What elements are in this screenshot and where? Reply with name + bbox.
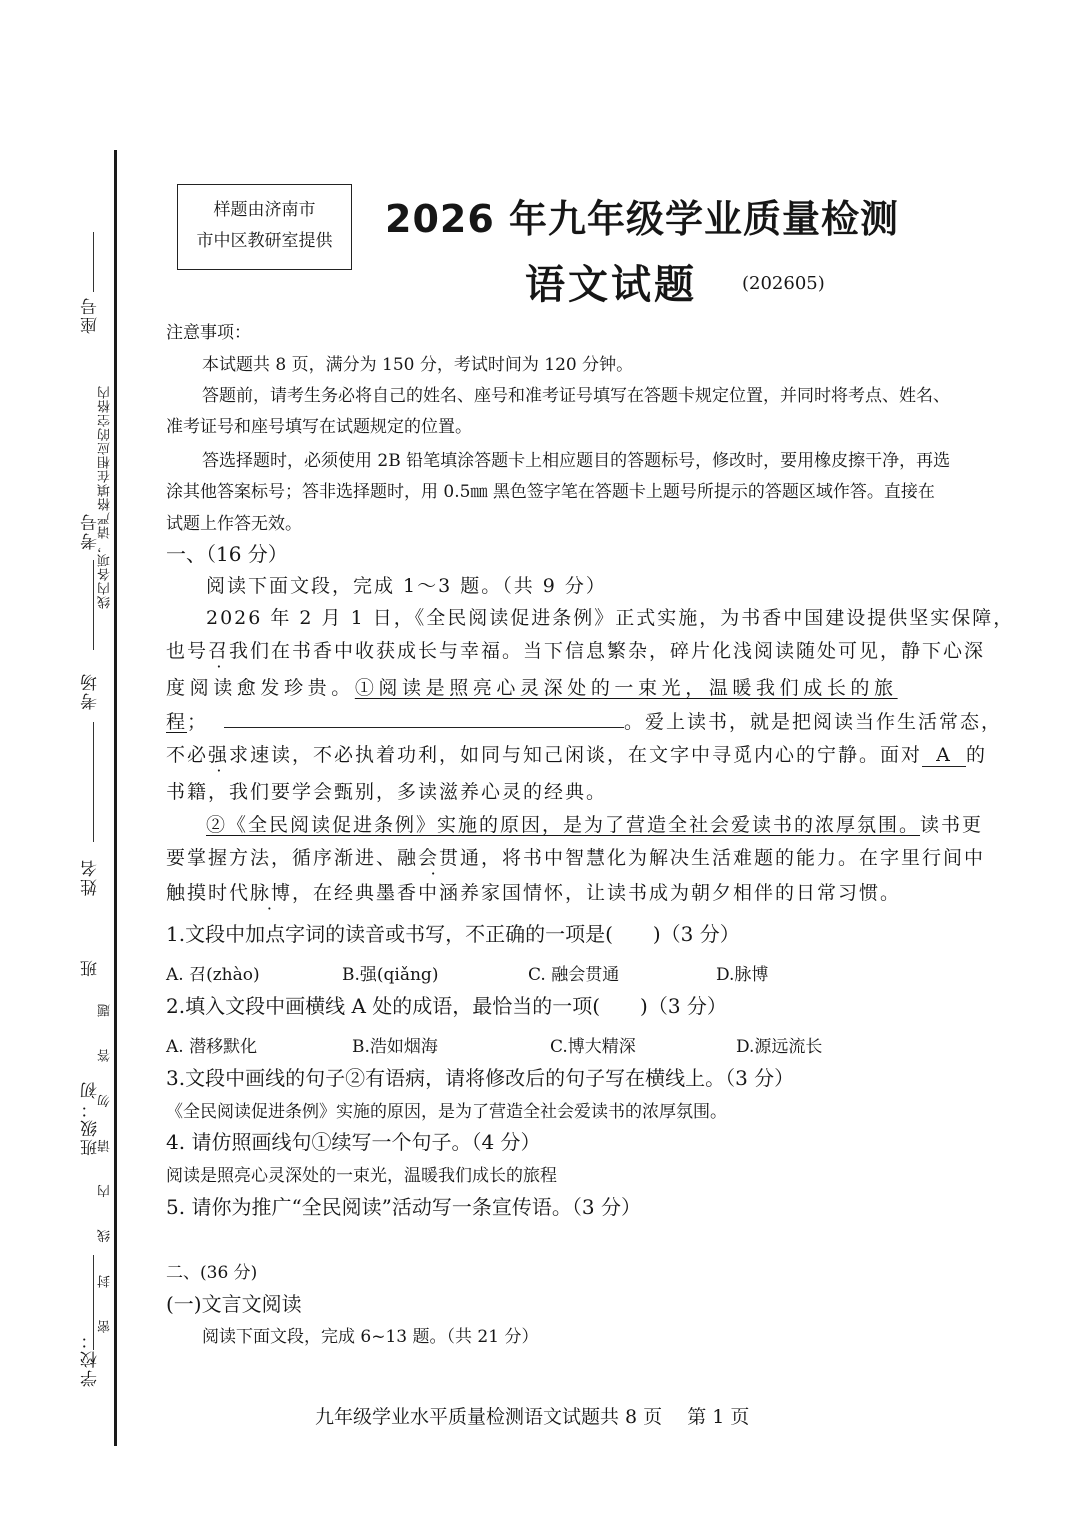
dotted-char-zhao: 召 [208, 640, 230, 662]
section-2-heading: 二、(36 分) [166, 1263, 258, 1283]
underlined-sentence-1: ①阅读是照亮心灵深处的一束光，温暖我们成长的旅 [354, 677, 898, 699]
q2-option-c: C.博大精深 [550, 1037, 636, 1057]
room-blank-line [93, 722, 94, 842]
notice-heading: 注意事项： [166, 323, 251, 343]
room-label: 考场 [81, 672, 101, 710]
notice-line-3b: 涂其他答案标号；答非选择题时，用 0.5㎜ 黑色签字笔在答题卡上题号所提示的答题区域作答。直接在 [166, 482, 935, 502]
section-2-subheading: (一)文言文阅读 [166, 1292, 302, 1316]
exam-code: (202605) [742, 273, 825, 294]
notice-line-2a: 答题前，请考生务必将自己的姓名、座号和准考证号填写在答题卡规定位置，并同时将考点、姓名、 [202, 386, 950, 406]
passage-line-5: 不必强求速读，不必执着功利，如同与知己闲谈，在文字中寻觅内心的宁静。面对 A 的 [166, 744, 988, 766]
passage-line-1: 2026 年 2 月 1 日，《全民阅读促进条例》正式实施，为书香中国建设提供坚实保障， [206, 607, 1015, 629]
class-label: 班级：初 [81, 1080, 101, 1156]
passage-line-4: 程； 。爱上读书，就是把阅读当作生活常态， [166, 711, 1003, 733]
passage-line-8: 要掌握方法，循序渐进、融会贯通，将书中智慧化为解决生活难题的能力。在字里行间中 [166, 847, 986, 869]
question-2: 2.填入文段中画横线 A 处的成语，最恰当的一项( )（3 分） [166, 994, 727, 1018]
name-label: 姓名 [81, 858, 101, 896]
passage-line-3: 度阅读愈发珍贵。①阅读是照亮心灵深处的一束光，温暖我们成长的旅 [166, 677, 898, 699]
q2-option-d: D.源远流长 [736, 1037, 823, 1057]
section-2-intro: 阅读下面文段，完成 6~13 题。（共 21 分） [202, 1327, 539, 1347]
question-1: 1.文段中加点字词的读音或书写，不正确的一项是( )（3 分） [166, 922, 740, 946]
stamp-line-2: 市中区教研室提供 [196, 231, 333, 251]
dotted-char-qiang: 强 [208, 744, 230, 766]
blank-a: A [922, 744, 966, 767]
seat-blank-line [93, 232, 94, 292]
exam-no-label: 考号 [81, 512, 101, 550]
notice-line-1: 本试题共 8 页，满分为 150 分，考试时间为 120 分钟。 [202, 355, 634, 375]
question-4: 4. 请仿照画线句①续写一个句子。（4 分） [166, 1130, 541, 1154]
passage-line-2: 也号召我们在书香中收获成长与幸福。当下信息繁杂，碎片化浅阅读随处可见，静下心深 [166, 640, 986, 662]
passage-line-6: 书籍，我们要学会甄别，多读滋养心灵的经典。 [166, 781, 608, 803]
q2-option-a: A. 潜移默化 [166, 1037, 258, 1057]
question-5: 5. 请你为推广“全民阅读”活动写一条宣传语。（3 分） [166, 1195, 641, 1219]
page-footer: 九年级学业水平质量检测语文试题共 8 页 第 1 页 [315, 1406, 750, 1428]
q3-sentence: 《全民阅读促进条例》实施的原因，是为了营造全社会爱读书的浓厚氛围。 [166, 1102, 727, 1122]
source-stamp [177, 184, 352, 270]
answer-blank-line [224, 709, 624, 728]
notice-line-2b: 准考证号和座号填写在试题规定的位置。 [166, 417, 472, 437]
margin-warning-1: 线内各项，请严格填在相应的空格内 [98, 385, 113, 609]
underlined-sentence-2: ②《全民阅读促进条例》实施的原因，是为了营造全社会爱读书的浓厚氛围。 [206, 814, 921, 836]
question-3: 3.文段中画线的句子②有语病，请将修改后的句子写在横线上。（3 分） [166, 1066, 795, 1090]
q4-sentence: 阅读是照亮心灵深处的一束光，温暖我们成长的旅程 [166, 1166, 557, 1186]
passage-line-9: 触摸时代脉博，在经典墨香中涵养家国情怀，让读书成为朝夕相伴的日常习惯。 [166, 882, 902, 904]
q2-option-b: B.浩如烟海 [352, 1037, 438, 1057]
school-label: 学校： [81, 1330, 101, 1387]
notice-line-3a: 答选择题时，必须使用 2B 铅笔填涂答题卡上相应题目的答题标号，修改时，要用橡皮擦干净，再选 [202, 451, 951, 471]
section-1-intro: 阅读下面文段，完成 1～3 题。（共 9 分） [206, 575, 607, 597]
q1-option-b: B.强(qiǎng) [342, 965, 439, 985]
q1-option-d: D.脉博 [716, 965, 769, 985]
dotted-word-maibo: 脉博 [250, 882, 293, 904]
exam-subtitle: 语文试题 [525, 262, 697, 308]
q1-option-a: A. 召(zhào) [166, 965, 260, 985]
stamp-line-1: 样题由济南市 [213, 200, 316, 220]
passage-line-7: ②《全民阅读促进条例》实施的原因，是为了营造全社会爱读书的浓厚氛围。读书更 [206, 814, 984, 836]
seat-label: 座号 [81, 296, 101, 334]
margin-warning-2: 密 封 线 内 请 勿 答 题 [98, 990, 113, 1333]
exam-title: 2026 年九年级学业质量检测 [385, 197, 899, 241]
q1-option-c: C. 融会贯通 [528, 965, 620, 985]
dotted-word-ronghui: 融会贯通 [397, 847, 482, 869]
exam-no-blank-line [93, 560, 94, 650]
class-suffix: 班 [81, 958, 101, 977]
section-1-heading: 一、（16 分） [166, 542, 288, 566]
notice-line-3c: 试题上作答无效。 [166, 514, 302, 534]
